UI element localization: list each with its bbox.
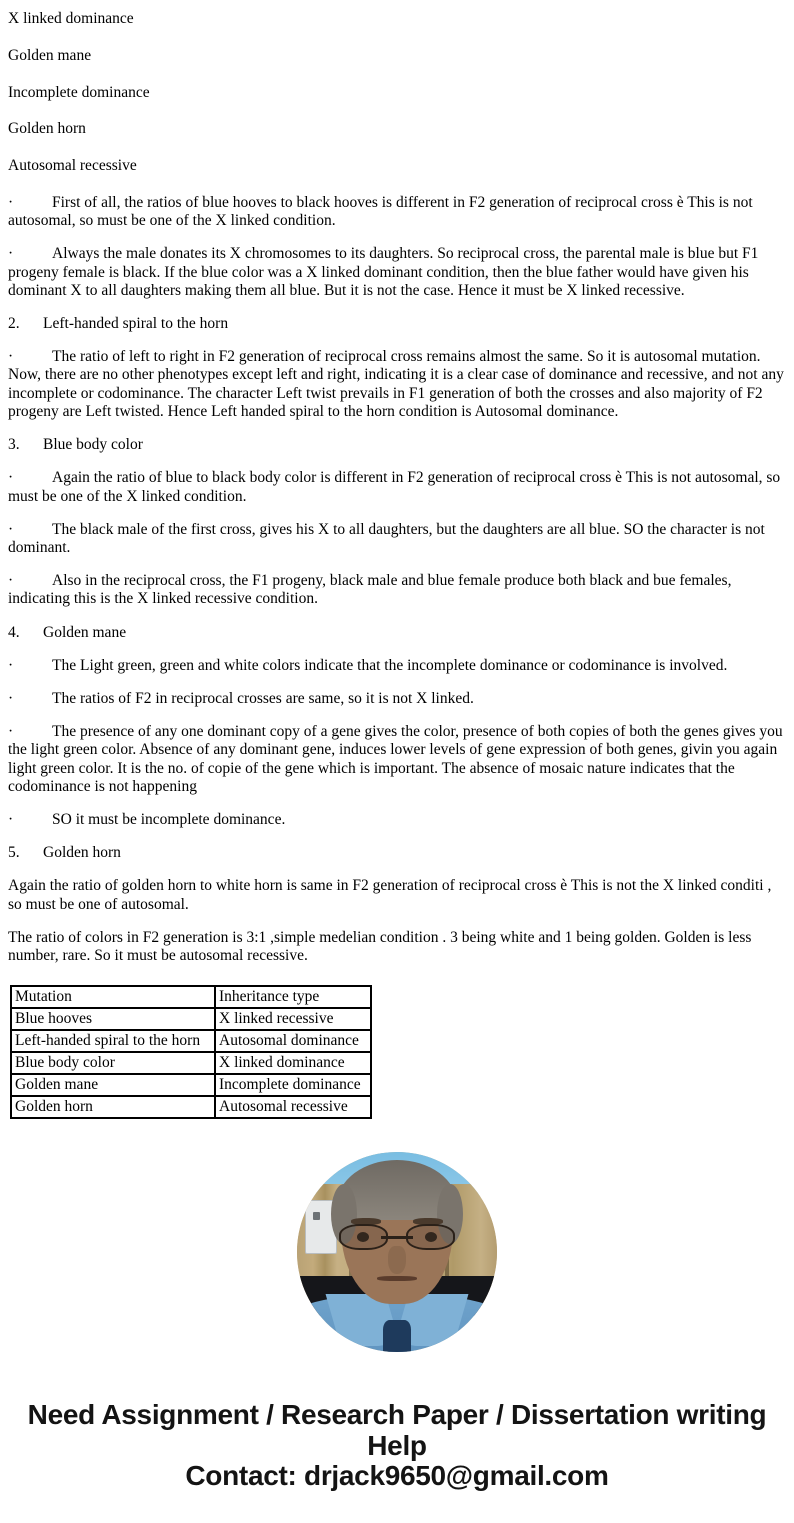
table-cell: X linked dominance <box>215 1052 371 1074</box>
table-row <box>11 1030 371 1052</box>
table-header-cell: Inheritance type <box>215 986 371 1008</box>
numbered-heading-text: Blue body color <box>43 436 143 454</box>
table-row <box>11 1008 371 1030</box>
paragraph: Again the ratio of golden horn to white horn is same in F2 generation of reciprocal cross è This is not the X linked conditi , so must be one of autosomal. <box>8 877 772 913</box>
table-cell: Autosomal dominance <box>215 1030 371 1052</box>
table-cell: Blue body color <box>11 1052 215 1074</box>
bullet-marker: · <box>8 656 14 674</box>
bullet-paragraph <box>8 348 786 421</box>
numbered-heading-text: Left-handed spiral to the horn <box>43 315 229 333</box>
bullet-text: The ratio of left to right in F2 generation of reciprocal cross remains almost the same. So it is autosomal mutation. Now, there are no other phenotypes except left and right, indicating it is a clear case of dominance and recessive, and not any incomplete or codominance. The character Left twist prevails in F1 generation of both the crosses and also majority of F2 progeny are Left twisted. Hence Left handed spiral to the horn condition is Autosomal dominance. <box>8 348 784 420</box>
bullet-paragraph <box>8 811 786 829</box>
bullet-paragraph <box>8 723 786 796</box>
bullet-paragraph <box>8 657 786 675</box>
avatar <box>297 1152 497 1352</box>
bullet-text: First of all, the ratios of blue hooves to black hooves is different in F2 generation of reciprocal cross è This is not autosomal, so must be one of the X linked condition. <box>8 194 753 230</box>
table-cell: Golden horn <box>11 1096 215 1118</box>
list-number: 2. <box>8 315 20 333</box>
top-line: Golden horn <box>8 120 86 138</box>
numbered-heading <box>8 315 786 333</box>
table-cell: Golden mane <box>11 1074 215 1096</box>
summary-table-wrapper <box>10 985 786 1119</box>
avatar-wrapper <box>8 1152 786 1352</box>
bullet-paragraph <box>8 469 786 505</box>
table-cell: X linked recessive <box>215 1008 371 1030</box>
numbered-heading-text: Golden mane <box>43 623 127 641</box>
list-number: 4. <box>8 623 20 641</box>
bullet-marker: · <box>8 689 14 707</box>
footer-headline: Need Assignment / Research Paper / Dissertation writing Help <box>27 1399 767 1461</box>
bullet-paragraph <box>8 245 786 300</box>
bullet-text: The ratios of F2 in reciprocal crosses are same, so it is not X linked. <box>52 689 474 707</box>
table-cell: Left-handed spiral to the horn <box>11 1030 215 1052</box>
bullet-marker: · <box>8 194 14 212</box>
top-line: Autosomal recessive <box>8 157 137 175</box>
bullet-text: SO it must be incomplete dominance. <box>52 810 286 828</box>
list-number: 5. <box>8 844 20 862</box>
bullet-text: Again the ratio of blue to black body color is different in F2 generation of reciprocal cross è This is not autosomal, so must be one of the X linked condition. <box>8 469 781 505</box>
photo-glasses-bridge <box>381 1236 413 1239</box>
table-cell: Incomplete dominance <box>215 1074 371 1096</box>
list-number: 3. <box>8 436 20 454</box>
footer-contact: Contact: drjack9650@gmail.com <box>185 1459 609 1491</box>
table-row <box>11 1096 371 1118</box>
photo-lens-right <box>406 1224 455 1250</box>
photo-tie <box>383 1320 411 1352</box>
bullet-text: Always the male donates its X chromosomes to its daughters. So reciprocal cross, the parental male is blue but F1 progeny female is black. If the blue color was a X linked dominant condition, then the blue father would have given his dominant X to all daughters making them all blue. But it is not the case. Hence it must be X linked recessive. <box>8 245 759 299</box>
numbered-heading <box>8 624 786 642</box>
bullet-paragraph <box>8 194 786 230</box>
bullet-marker: · <box>8 810 14 828</box>
top-line: Golden mane <box>8 46 92 64</box>
bullet-marker: · <box>8 348 14 366</box>
bullet-paragraph <box>8 521 786 557</box>
bullet-marker: · <box>8 469 14 487</box>
table-header-row <box>11 986 371 1008</box>
numbered-heading-text: Golden horn <box>43 844 121 862</box>
table-row <box>11 1074 371 1096</box>
top-line: X linked dominance <box>8 10 134 27</box>
table-cell: Blue hooves <box>11 1008 215 1030</box>
photo-nose <box>388 1246 406 1274</box>
summary-table <box>10 985 372 1119</box>
table-header-cell: Mutation <box>11 986 215 1008</box>
numbered-heading <box>8 844 786 862</box>
bullet-marker: · <box>8 572 14 590</box>
content-blocks <box>8 194 786 965</box>
bullet-text: The Light green, green and white colors indicate that the incomplete dominance or codominance is involved. <box>52 656 728 674</box>
numbered-heading <box>8 436 786 454</box>
photo-mouth <box>377 1276 417 1281</box>
top-lines-group <box>8 10 786 175</box>
bullet-text: The black male of the first cross, gives his X to all daughters, but the daughters are all blue. SO the character is not dominant. <box>8 520 765 556</box>
bullet-marker: · <box>8 520 14 538</box>
footer <box>8 1400 786 1491</box>
bullet-paragraph <box>8 690 786 708</box>
bullet-text: Also in the reciprocal cross, the F1 progeny, black male and blue female produce both black and bue females, indicating this is the X linked recessive condition. <box>8 572 732 608</box>
paragraph: The ratio of colors in F2 generation is 3:1 ,simple medelian condition . 3 being white and 1 being golden. Golden is less number, rare. So it must be autosomal recessive. <box>8 928 752 964</box>
bullet-marker: · <box>8 723 14 741</box>
table-row <box>11 1052 371 1074</box>
bullet-marker: · <box>8 245 14 263</box>
table-cell: Autosomal recessive <box>215 1096 371 1118</box>
bullet-paragraph <box>8 572 786 608</box>
top-line: Incomplete dominance <box>8 83 150 101</box>
bullet-text: The presence of any one dominant copy of a gene gives the color, presence of both copies of both the genes gives you the light green color. Absence of any dominant gene, induces lower levels of gene expression of both genes, givin you again light green color. It is the no. of copie of the gene which is important. The absence of mosaic nature indicates that the codominance is not happening <box>8 723 783 795</box>
